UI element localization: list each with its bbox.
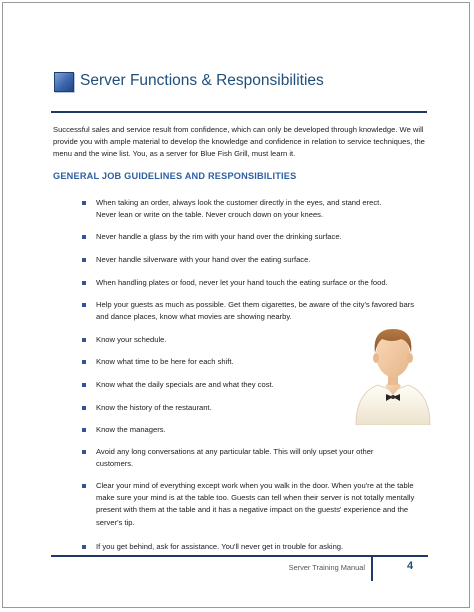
list-item: Know what the daily specials are and what they cost. xyxy=(96,379,336,391)
list-item: Know the managers. xyxy=(96,424,336,436)
list-item: Avoid any long conversations at any particular table. This will only upset your other customers. xyxy=(96,446,406,470)
list-item: Never handle silverware with your hand over the eating surface. xyxy=(96,254,406,266)
footer-divider xyxy=(51,555,371,557)
title-square-icon xyxy=(54,72,74,92)
list-item: When taking an order, always look the customer directly in the eyes, and stand erect. Never lean or write on the table. Never crouch down on your knees. xyxy=(96,197,402,221)
waiter-icon xyxy=(352,325,434,425)
list-item: Know your schedule. xyxy=(96,334,336,346)
list-item: Help your guests as much as possible. Get them cigarettes, be aware of the city's favored bars and dance places, know what movies are showing nearby. xyxy=(96,299,420,323)
document-page xyxy=(2,2,470,608)
page-title: Server Functions & Responsibilities xyxy=(80,72,324,89)
list-item: If you get behind, ask for assistance. You'll never get in trouble for asking. xyxy=(96,541,424,553)
intro-paragraph: Successful sales and service result from confidence, which can only be developed through knowledge. We will provide you with ample material to develop the knowledge and confidence in relation to service techniques, the menu and the wine list. You, as a server for Blue Fish Grill, must learn it. xyxy=(53,125,425,159)
footer-divider-right xyxy=(373,555,428,557)
list-item: Clear your mind of everything except work when you walk in the door. When you're at the table make sure your mind is at the table too. Guests can tell when their server is not totally mentally present with them at the table and it has a negative impact on the guests' experience and the server's tip. xyxy=(96,480,424,529)
list-item: When handling plates or food, never let your hand touch the eating surface or the food. xyxy=(96,277,406,289)
footer-label: Server Training Manual xyxy=(288,563,365,572)
page-number: 4 xyxy=(407,560,414,572)
section-heading: GENERAL JOB GUIDELINES AND RESPONSIBILITIES xyxy=(53,171,297,181)
list-item: Know what time to be here for each shift. xyxy=(96,356,336,368)
list-item: Know the history of the restaurant. xyxy=(96,402,336,414)
footer-vertical-divider xyxy=(371,555,373,581)
title-divider xyxy=(51,111,427,113)
title-block xyxy=(51,69,427,113)
list-item: Never handle a glass by the rim with your hand over the drinking surface. xyxy=(96,231,406,243)
